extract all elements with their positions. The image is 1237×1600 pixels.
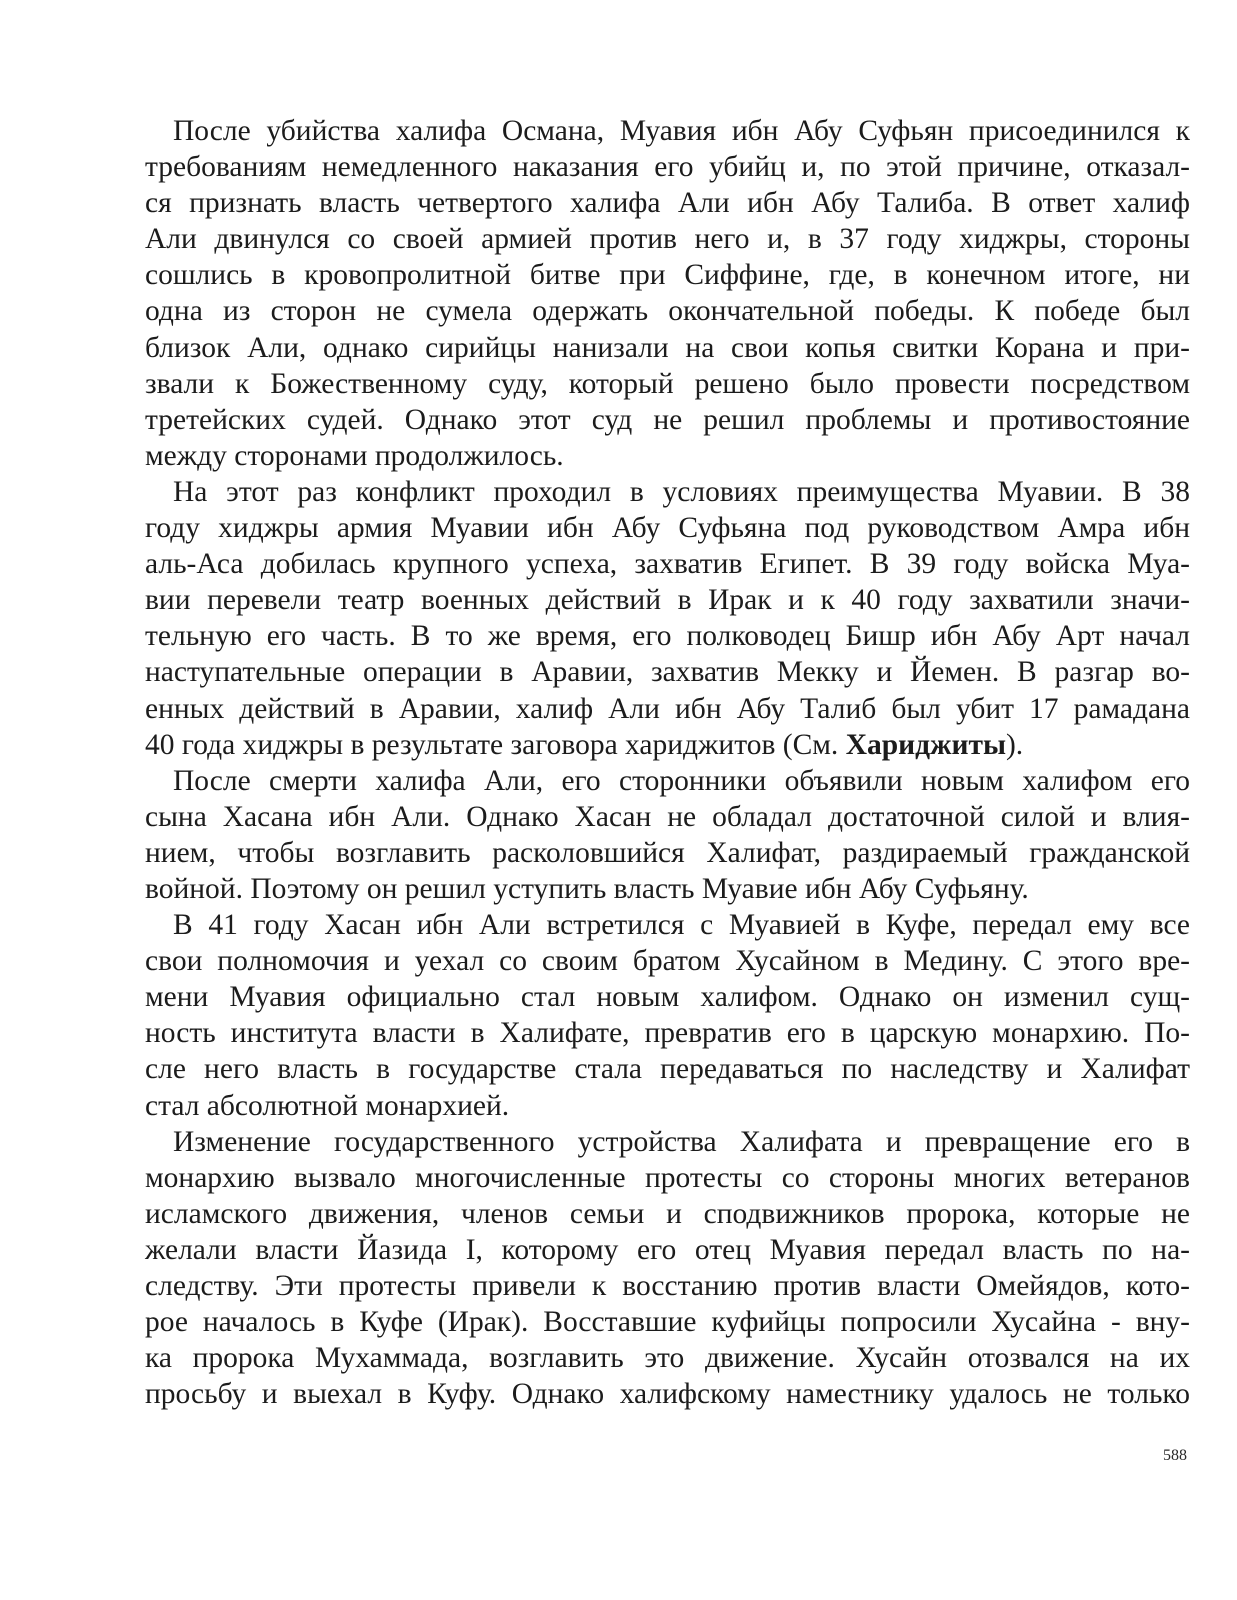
text-line-content: монархию вызвало многочисленные протесты со стороны многих ветеранов <box>145 1161 1190 1194</box>
text-line-content: аль-Аса добилась крупного успеха, захватив Египет. В 39 году войска Муа- <box>145 548 1190 581</box>
text-line-content: сына Хасана ибн Али. Однако Хасан не обладал достаточной силой и влия- <box>145 800 1190 833</box>
text-line <box>145 185 1190 221</box>
text-line-suffix: ). <box>1005 728 1024 761</box>
text-line <box>145 871 1190 907</box>
text-line-content: После убийства халифа Османа, Муавия ибн Абу Суфьян присоединился к <box>173 115 1190 147</box>
text-line-content: войной. Поэтому он решил уступить власть Муавие ибн Абу Суфьяну. <box>145 872 1029 905</box>
text-line-content: просьбу и выехал в Куфу. Однако халифскому наместнику удалось не только <box>145 1378 1190 1411</box>
text-line <box>145 835 1190 871</box>
text-line <box>145 727 1190 763</box>
text-line-content: году хиджры армия Муавии ибн Абу Суфьяна под руководством Амра ибн <box>145 512 1190 545</box>
text-line <box>145 943 1190 979</box>
body-text <box>145 113 1190 1412</box>
text-line-content: звали к Божественному суду, который решено было провести посредством <box>145 367 1190 400</box>
text-line-content: сошлись в кровопролитной битве при Сиффине, где, в конечном итоге, ни <box>145 259 1190 292</box>
text-line-content: тельную его часть. В то же время, его полководец Бишр ибн Абу Арт начал <box>145 620 1190 653</box>
text-line <box>145 1196 1190 1232</box>
text-line-content: нием, чтобы возглавить расколовшийся Халифат, раздираемый гражданской <box>145 836 1190 869</box>
text-line-content: требованиям немедленного наказания его убийц и, по этой причине, отказал- <box>145 151 1190 184</box>
text-line-content: ность института власти в Халифате, превратив его в царскую монархию. По- <box>145 1017 1190 1050</box>
text-line <box>145 293 1190 329</box>
text-line <box>145 113 1190 149</box>
text-line-content: Изменение государственного устройства Халифата и превращение его в <box>173 1125 1190 1158</box>
page-number: 588 <box>1163 1447 1187 1464</box>
text-line <box>145 1304 1190 1340</box>
text-line-content: между сторонами продолжилось. <box>145 439 564 472</box>
text-line-content: наступательные операции в Аравии, захватив Мекку и Йемен. В разгар во- <box>145 656 1190 689</box>
text-line <box>145 438 1190 474</box>
text-line <box>145 763 1190 799</box>
text-line-content: енных действий в Аравии, халиф Али ибн Абу Талиб был убит 17 рамадана <box>145 692 1190 725</box>
text-line <box>145 1340 1190 1376</box>
text-line <box>145 907 1190 943</box>
text-line <box>145 1268 1190 1304</box>
text-line <box>145 402 1190 438</box>
text-line <box>145 654 1190 690</box>
text-line-content: рое началось в Куфе (Ирак). Восставшие куфийцы попросили Хусайна - вну- <box>145 1306 1190 1339</box>
text-line-content: Али двинулся со своей армией против него и, в 37 году хиджры, стороны <box>145 223 1190 256</box>
text-line <box>145 1376 1190 1412</box>
text-line <box>145 474 1190 510</box>
text-line-content: сле него власть в государстве стала передаваться по наследству и Халифат <box>145 1053 1190 1086</box>
text-line-content: исламского движения, членов семьи и сподвижников пророка, которые не <box>145 1197 1190 1230</box>
text-line-content: следству. Эти протесты привели к восстанию против власти Омейядов, кото- <box>145 1270 1190 1302</box>
text-line <box>145 1124 1190 1160</box>
text-line <box>145 1051 1190 1087</box>
text-line-content: стал абсолютной монархией. <box>145 1089 510 1122</box>
text-line-content: В 41 году Хасан ибн Али встретился с Муавией в Куфе, передал ему все <box>173 909 1190 942</box>
text-line-content: ся признать власть четвертого халифа Али ибн Абу Талиба. В ответ халиф <box>145 187 1190 220</box>
text-line-content: 40 года хиджры в результате заговора хариджитов (См. <box>145 728 846 761</box>
text-line <box>145 1232 1190 1268</box>
text-line <box>145 546 1190 582</box>
text-line <box>145 979 1190 1015</box>
text-line <box>145 1088 1190 1124</box>
cross-reference-term: Хариджиты <box>845 728 1006 761</box>
text-line-content: близок Али, однако сирийцы нанизали на свои копья свитки Корана и при- <box>145 331 1190 364</box>
text-line <box>145 330 1190 366</box>
text-line <box>145 366 1190 402</box>
text-line-content: желали власти Йазида I, которому его отец Муавия передал власть по на- <box>145 1233 1190 1266</box>
text-line-content: вии перевели театр военных действий в Ирак и к 40 году захватили значи- <box>145 584 1190 617</box>
text-line <box>145 1015 1190 1051</box>
text-line <box>145 149 1190 185</box>
text-line-content: одна из сторон не сумела одержать окончательной победы. К победе был <box>145 295 1190 328</box>
text-line <box>145 257 1190 293</box>
text-line <box>145 221 1190 257</box>
text-line <box>145 582 1190 618</box>
text-line-content: свои полномочия и уехал со своим братом Хусайном в Медину. С этого вре- <box>145 945 1190 978</box>
text-line <box>145 510 1190 546</box>
text-line <box>145 691 1190 727</box>
text-line-content: На этот раз конфликт проходил в условиях преимущества Муавии. В 38 <box>173 475 1190 508</box>
text-line-content: третейских судей. Однако этот суд не решил проблемы и противостояние <box>145 403 1190 436</box>
text-line <box>145 618 1190 654</box>
text-line-content: После смерти халифа Али, его сторонники объявили новым халифом его <box>173 764 1190 797</box>
text-line <box>145 799 1190 835</box>
text-line-content: ка пророка Мухаммада, возглавить это движение. Хусайн отозвался на их <box>145 1342 1190 1375</box>
text-line <box>145 1160 1190 1196</box>
text-line-content: мени Муавия официально стал новым халифом. Однако он изменил сущ- <box>145 981 1190 1014</box>
